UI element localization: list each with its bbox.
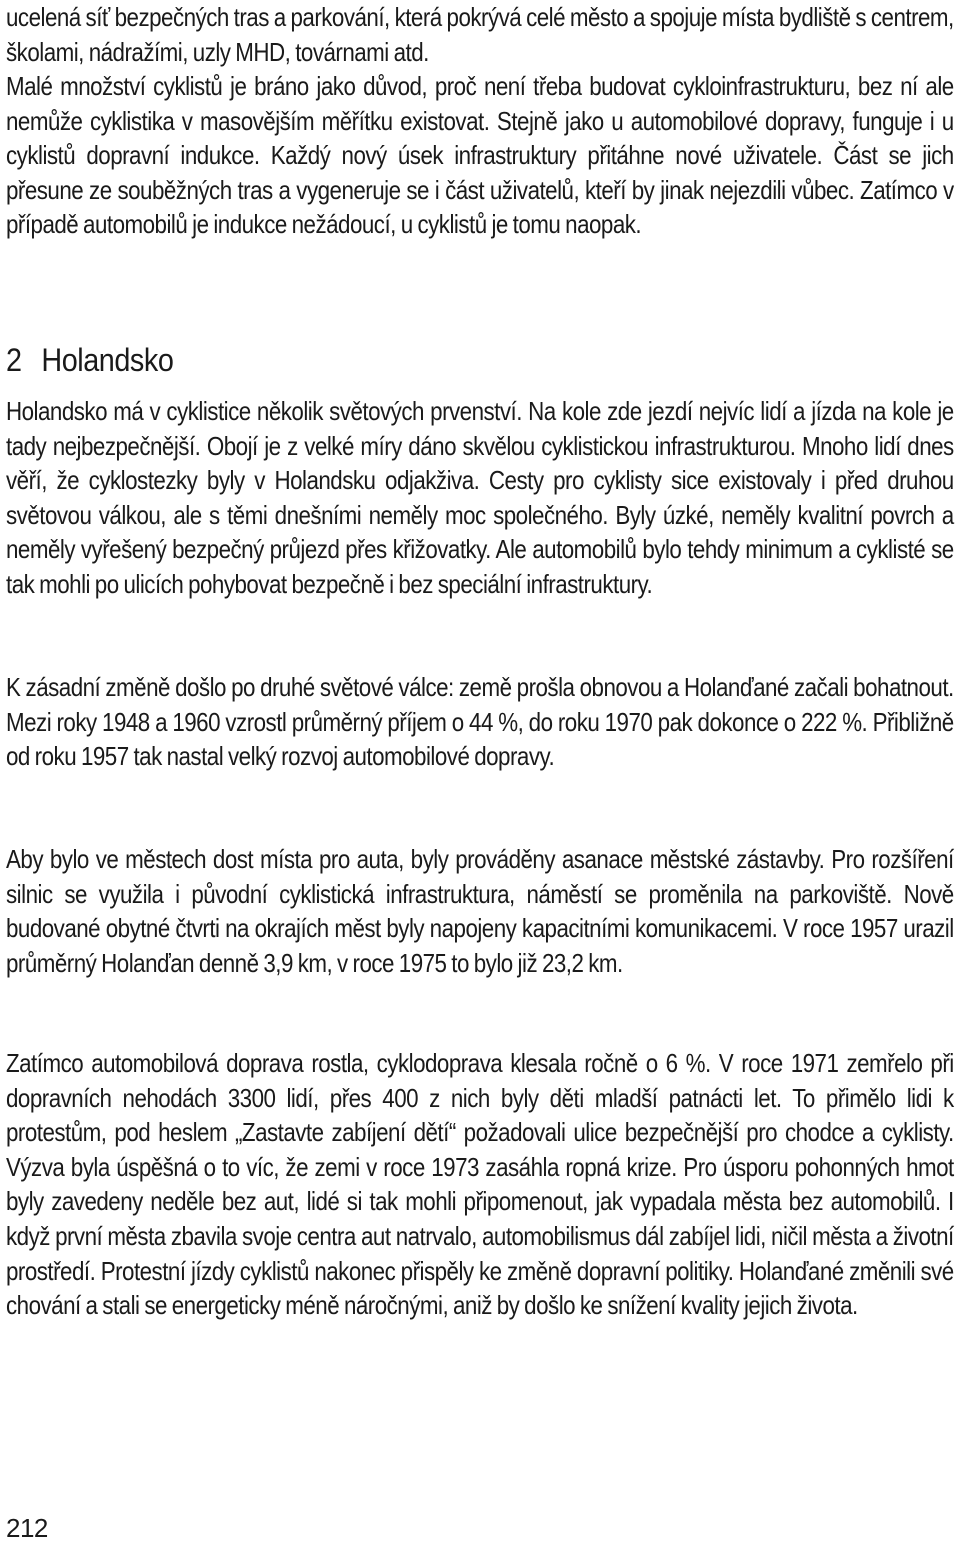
section-title: Holandsko xyxy=(41,342,174,378)
paragraph-holland-firsts: Holandsko má v cyklistice několik světových prvenství. Na kole zde jezdí nejvíc lidí a jízda na kole je tady nejbezpečnější. Obojí je z velké míry dáno skvělou cyklistickou infrastrukturou. Mnoho lidí dnes věří, že cyklostezky byly v Holandsku odjakživa. Cesty pro cyklisty sice existovaly i před druhou světovou válkou, ale s těmi dnešními neměly moc společného. Byly úzké, neměly kvalitní povrch a neměly vyřešený bezpečný průjezd přes křižovatky. Ale automobilů bylo tehdy minimum a cyklisté se tak mohli po ulicích pohybovat bezpečně i bez speciální infrastruktury. xyxy=(6,396,954,599)
paragraph-urban-clearance: Aby bylo ve městech dost místa pro auta, byly prováděny asanace městské zástavby. Pro rozšíření silnic se využila i původní cyklistická infrastruktura, náměstí se proměnila na parkoviště. Nově budované obytné čtvrti na okrajích měst byly napojeny kapacitními komunikacemi. V roce 1957 urazil průměrný Holanďan denně 3,9 km, v roce 1975 to bylo již 23,2 km. xyxy=(6,844,954,978)
paragraph-postwar-change: K zásadní změně došlo po druhé světové válce: země prošla obnovou a Holanďané začali bohatnout. Mezi roky 1948 a 1960 vzrostl průměrný příjem o 44 %, do roku 1970 pak dokonce o 222 %. Přibližně od roku 1957 tak nastal velký rozvoj automobilové dopravy. xyxy=(6,672,954,772)
page-number: 212 xyxy=(6,1513,48,1543)
paragraph-intro-continuation: ucelená síť bezpečných tras a parkování, která pokrývá celé město a spojuje místa bydliště s centrem, školami, nádražími, uzly MHD, továrnami atd. xyxy=(6,2,954,67)
section-heading xyxy=(6,340,173,380)
paragraph-induction: Malé množství cyklistů je bráno jako důvod, proč není třeba budovat cykloinfrastrukturu, bez ní ale nemůže cyklistika v masovějším měřítku existovat. Stejně jako u automobilové dopravy, funguje i u cyklistů dopravní indukce. Každý nový úsek infrastruktury přitáhne nové uživatele. Část se jich přesune ze souběžných tras a vygeneruje se i část uživatelů, kteří by jinak nejezdili vůbec. Zatímco v případě automobilů je indukce nežádoucí, u cyklistů je tomu naopak. xyxy=(6,71,954,240)
section-number: 2 xyxy=(6,342,22,378)
paragraph-cycling-decline: Zatímco automobilová doprava rostla, cyklodoprava klesala ročně o 6 %. V roce 1971 zemřelo při dopravních nehodách 3300 lidí, přes 400 z nich byly děti mladší patnácti let. To přimělo lidi k protestům, pod heslem „Zastavte zabíjení dětí“ požadovali ulice bezpečnější pro chodce a cyklisty. Výzva byla úspěšná o to víc, že zemi v roce 1973 zasáhla ropná krize. Pro úsporu pohonných hmot byly zavedeny neděle bez aut, lidé si tak mohli připomenout, jak vypadala města bez automobilů. I když první města zbavila svoje centra aut natrvalo, automobilismus dál zabíjel lidi, ničil města a životní prostředí. Protestní jízdy cyklistů nakonec přispěly ke změně dopravní politiky. Holanďané změnili své chování a stali se energeticky méně náročnými, aniž by došlo ke snížení kvality jejich života. xyxy=(6,1048,954,1321)
